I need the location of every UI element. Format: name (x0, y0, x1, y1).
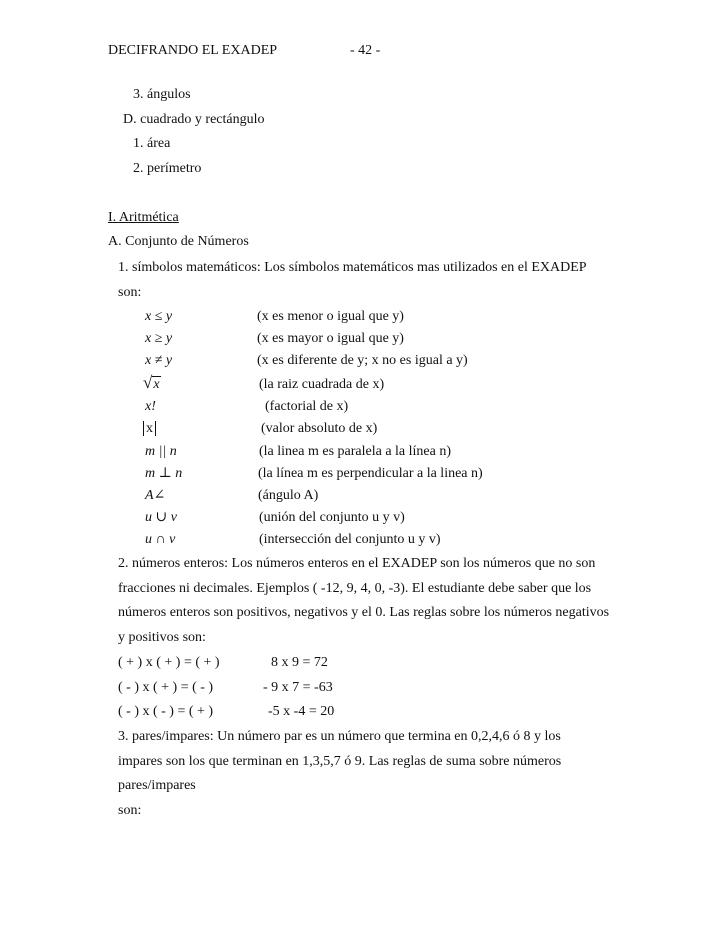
running-header-title: DECIFRANDO EL EXADEP (108, 43, 278, 58)
symbol-perpendicular-desc: (la línea m es perpendicular a la linea n) (258, 466, 483, 481)
rule-pos-pos-example: 8 x 9 = 72 (271, 655, 328, 670)
page-number: - 42 - (350, 43, 381, 58)
item3-line4: son: (118, 803, 142, 818)
symbol-absolute (143, 420, 156, 438)
item3-line3: pares/impares (118, 778, 196, 793)
symbol-parallel-desc: (la linea m es paralela a la línea n) (259, 444, 452, 459)
symbol-perpendicular: m ⊥ n (145, 466, 183, 481)
symbol-union: u ∪ v (145, 510, 177, 525)
symbol-le: x ≤ y (145, 309, 173, 324)
symbol-angle: A∠ (145, 488, 166, 503)
symbol-angle-desc: (ángulo A) (258, 488, 319, 503)
outline-item-perimetro: 2. perímetro (133, 161, 202, 176)
rule-neg-neg: ( - ) x ( - ) = ( + ) (118, 704, 214, 719)
rule-pos-pos: ( + ) x ( + ) = ( + ) (118, 655, 220, 670)
symbol-ge: x ≥ y (145, 331, 173, 346)
absolute-value-x: x (143, 421, 156, 436)
symbol-ne-desc: (x es diferente de y; x no es igual a y) (257, 353, 468, 368)
item2-line1: 2. números enteros: Los números enteros en el EXADEP son los números que no son (118, 556, 596, 571)
symbol-parallel: m || n (145, 444, 177, 459)
section-title: I. Aritmética (108, 210, 179, 225)
symbol-le-desc: (x es menor o igual que y) (257, 309, 404, 324)
symbol-factorial-desc: (factorial de x) (265, 399, 349, 414)
subsection-title: A. Conjunto de Números (108, 234, 249, 249)
item1-line2: son: (118, 285, 142, 300)
rule-neg-neg-example: -5 x -4 = 20 (268, 704, 335, 719)
symbol-sqrt-desc: (la raiz cuadrada de x) (259, 377, 385, 392)
symbol-ne: x ≠ y (145, 353, 173, 368)
item1-line1: 1. símbolos matemáticos: Los símbolos matemáticos mas utilizados en el EXADEP (118, 260, 587, 275)
outline-item-angulos: 3. ángulos (133, 87, 191, 102)
rule-neg-pos: ( - ) x ( + ) = ( - ) (118, 680, 214, 695)
radicand: x (153, 377, 160, 392)
radical-sign: √ (143, 373, 153, 392)
rule-neg-pos-example: - 9 x 7 = -63 (263, 680, 333, 695)
outline-item-cuadrado: D. cuadrado y rectángulo (123, 112, 265, 127)
symbol-intersection-desc: (intersección del conjunto u y v) (259, 532, 441, 547)
symbol-union-desc: (unión del conjunto u y v) (259, 510, 405, 525)
symbol-intersection: u ∩ v (145, 532, 176, 547)
item3-line2: impares son los que terminan en 1,3,5,7 ó 9. Las reglas de suma sobre números (118, 754, 562, 769)
symbol-absolute-desc: (valor absoluto de x) (261, 421, 378, 436)
item2-line2: fracciones ni decimales. Ejemplos ( -12, 9, 4, 0, -3). El estudiante debe saber que los (118, 581, 592, 596)
item2-line3: números enteros son positivos, negativos y el 0. Las reglas sobre los números negativos (118, 605, 610, 620)
symbol-ge-desc: (x es mayor o igual que y) (257, 331, 404, 346)
symbol-factorial: x! (145, 399, 156, 414)
item2-line4: y positivos son: (118, 630, 206, 645)
item3-line1: 3. pares/impares: Un número par es un número que termina en 0,2,4,6 ó 8 y los (118, 729, 561, 744)
outline-item-area: 1. área (133, 136, 171, 151)
symbol-sqrt (143, 374, 161, 394)
